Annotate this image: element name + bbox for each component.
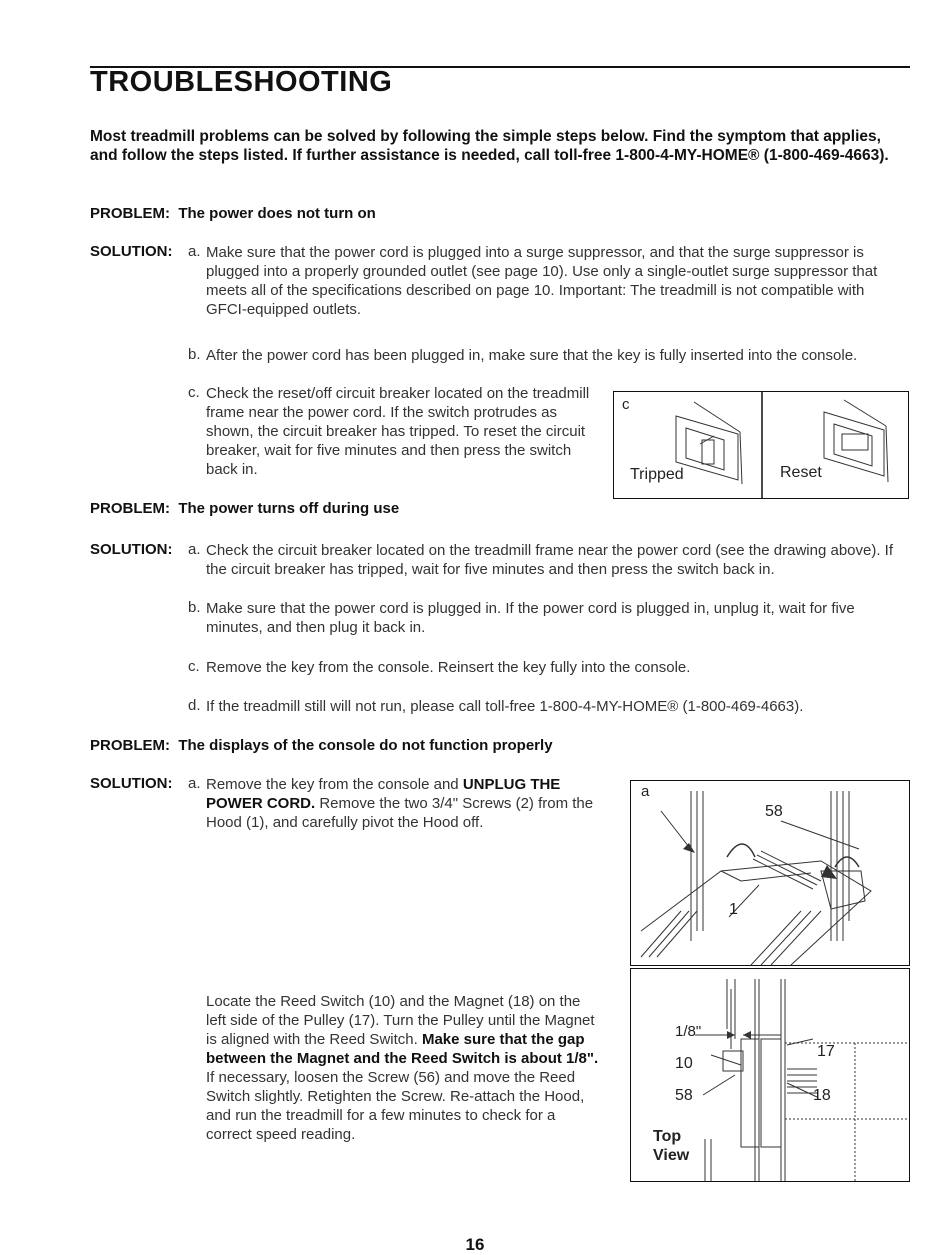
step-text: Check the reset/off circuit breaker located on the treadmill frame near the power cord. If the switch protrudes as shown, the circuit breaker has tripped. To reset the circuit breaker, wait for five minutes and then press the switch back in.	[206, 385, 590, 478]
hood-figure	[630, 780, 910, 966]
step-text: Make sure that the power cord is plugged in. If the power cord is plugged in, unplug it, wait for five minutes, and then plug it back in.	[206, 600, 855, 636]
solution-3-label: SOLUTION:	[90, 775, 173, 792]
step-letter: c.	[188, 658, 200, 675]
callout-1: 1	[729, 901, 738, 918]
step-text	[206, 775, 601, 832]
tripped-breaker-icon	[676, 402, 742, 484]
step-letter: d.	[188, 697, 201, 714]
step-letter: a.	[188, 243, 201, 260]
intro-paragraph: Most treadmill problems can be solved by following the simple steps below. Find the symptom that applies, and follow the steps listed. If further assistance is needed, call toll-free 1-800-4-MY-HOME® (1-800-469-4663).	[90, 128, 889, 164]
step-letter: a.	[188, 541, 201, 558]
step-text: Make sure that the power cord is plugged into a surge suppressor, and that the surge suppressor is plugged into a properly grounded outlet (see page 10). Use only a single-outlet surge suppressor that meets all of the specifications described on page 10. Important: The treadmill is not compatible with GFCI-equipped outlets.	[206, 244, 878, 318]
callout-17: 17	[817, 1043, 835, 1060]
step-text: After the power cord has been plugged in, make sure that the key is fully inserted into the console.	[206, 347, 858, 364]
callout-58: 58	[765, 803, 783, 820]
step-text-part: Locate the Reed Switch (10) and the Magnet (18) on the left side of the Pulley (17). Turn the Pulley until the Magnet is aligned with the Reed Switch.	[206, 993, 595, 1048]
figure-letter: c	[622, 396, 630, 413]
step-text: Remove the key from the console. Reinsert the key fully into the console.	[206, 659, 691, 676]
step-letter: b.	[188, 599, 201, 616]
reset-label: Reset	[780, 464, 822, 481]
page-number: 16	[465, 1235, 485, 1254]
step-letter: c.	[188, 384, 200, 401]
problem-label: PROBLEM:	[90, 205, 170, 222]
page-title: TROUBLESHOOTING	[90, 66, 393, 98]
solution-1-label: SOLUTION:	[90, 243, 173, 260]
problem-text: The power turns off during use	[178, 500, 400, 517]
callout-58: 58	[675, 1087, 693, 1104]
step-text-emphasis: UNPLUG THE POWER CORD.	[206, 776, 561, 812]
callout-10: 10	[675, 1055, 693, 1072]
problem-label: PROBLEM:	[90, 737, 170, 754]
problem-label: PROBLEM:	[90, 500, 170, 517]
step-text: Check the circuit breaker located on the treadmill frame near the power cord (see the drawing above). If the circuit breaker has tripped, wait for five minutes and then press the switch back in.	[206, 542, 894, 578]
callout-18: 18	[813, 1087, 831, 1104]
step-text-part: Remove the key from the console and	[206, 776, 463, 793]
figure-letter: a	[641, 783, 650, 800]
step-text-emphasis: Make sure that the gap between the Magnet and the Reed Switch is about 1/8".	[206, 1031, 599, 1067]
problem-text: The displays of the console do not function properly	[178, 737, 553, 754]
gap-label: 1/8"	[675, 1023, 702, 1040]
problem-1-heading	[90, 205, 376, 222]
step-text-part: If necessary, loosen the Screw (56) and move the Reed Switch slightly. Retighten the Screw. Re-attach the Hood, and run the treadmill for a few minutes to check for a correct speed reading.	[206, 1069, 585, 1143]
problem-3-heading	[90, 737, 553, 754]
problem-2-heading	[90, 500, 399, 517]
reset-breaker-icon	[824, 400, 888, 482]
tripped-label: Tripped	[630, 466, 684, 483]
step-text: If the treadmill still will not run, please call toll-free 1-800-4-MY-HOME® (1-800-469-4663).	[206, 698, 804, 715]
reed-switch-top-view-figure	[630, 968, 910, 1182]
reed-switch-text	[206, 992, 601, 1144]
solution-2-label: SOLUTION:	[90, 541, 173, 558]
step-text-part: Remove the two 3/4" Screws (2) from the Hood (1), and carefully pivot the Hood off.	[206, 795, 594, 831]
top-view-label: Top View	[653, 1128, 690, 1164]
step-letter: a.	[188, 775, 201, 792]
circuit-breaker-figure	[613, 391, 909, 499]
step-letter: b.	[188, 346, 201, 363]
problem-text: The power does not turn on	[178, 205, 376, 222]
